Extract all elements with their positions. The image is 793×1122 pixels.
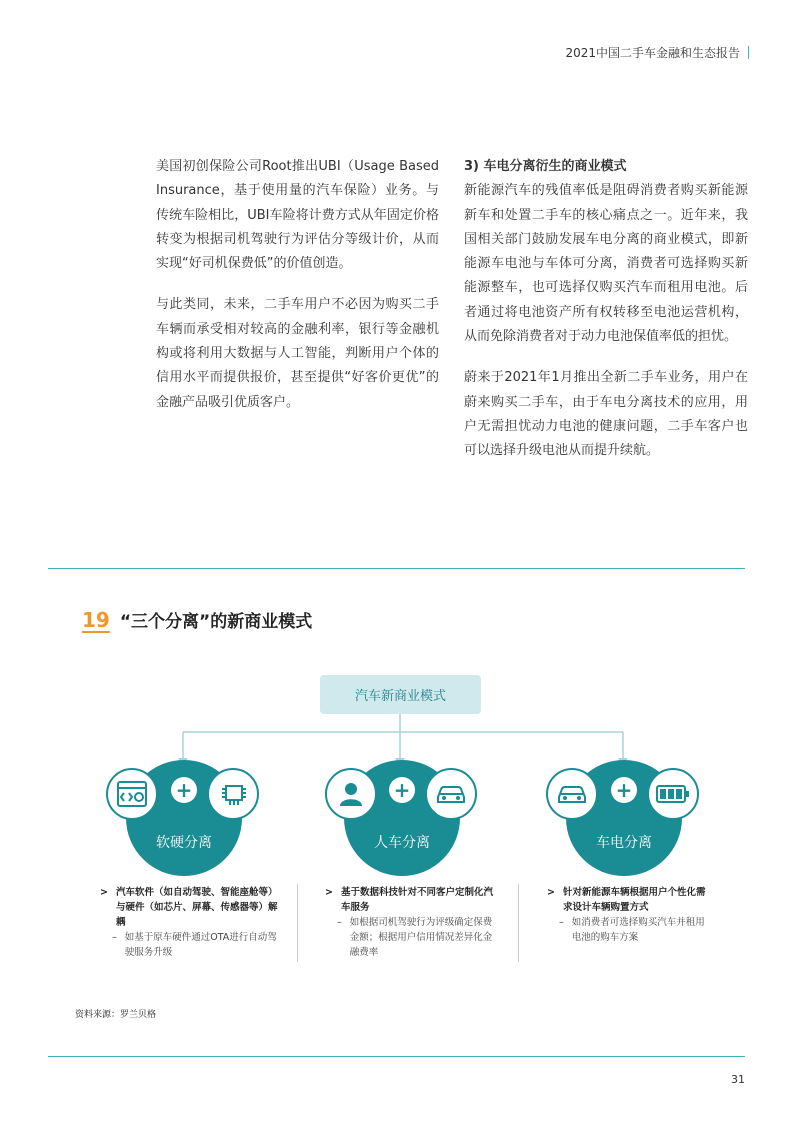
- column-separator: [518, 884, 519, 962]
- group-label: 软硬分离: [156, 835, 212, 851]
- paragraph: 与此类同，未来，二手车用户不必因为购买二手车辆而承受相对较高的金融利率，银行等金融机构或将利用大数据与人工智能，判断用户个体的信用水平而提供报价，甚至提供“好客价更优”的金融产品吸引优质客户。: [156, 297, 439, 410]
- figure-number: 19: [82, 608, 110, 632]
- sub-point-text: 如消费者可选择购买汽车并租用电池的购车方案: [571, 917, 705, 943]
- battery-icon: [647, 768, 699, 820]
- bullet-icon: >: [547, 887, 555, 898]
- section-subheading: 3) 车电分离衍生的商业模式: [464, 159, 627, 174]
- bullet-icon: >: [100, 887, 108, 898]
- paragraph: 蔚来于2021年1月推出全新二手车业务，用户在蔚来购买二手车，由于车电分离技术的应用，用户无需担忧动力电池的健康问题，二手车客户也可以选择升级电池从而提升续航。: [464, 370, 748, 459]
- group-label: 人车分离: [374, 835, 430, 851]
- top-model-label: 汽车新商业模式: [354, 689, 446, 704]
- source-note: 资料来源：罗兰贝格: [75, 1010, 157, 1020]
- main-point: [547, 885, 712, 915]
- car-icon: [425, 768, 477, 820]
- group-description: [100, 885, 280, 960]
- paragraph: 新能源汽车的残值率低是阻碍消费者购买新能源新车和处置二手车的核心痛点之一。近年来，我国相关部门鼓励发展车电分离的商业模式，即新能源车电池与车体可分离，消费者可选择购买新能源整车，也可选择仅购买汽车而租用电池。后者通过将电池资产所有权转移至电池运营机构，从而免除消费者对于动力电池保值率低的担忧。: [464, 183, 748, 345]
- main-point-text: 基于数据科技针对不同客户定制化汽车服务: [340, 887, 493, 913]
- column-separator: [297, 884, 298, 962]
- page-number: 31: [731, 1073, 745, 1086]
- bullet-icon: >: [325, 887, 333, 898]
- paragraph: 美国初创保险公司Root推出UBI（Usage Based Insurance，基于使用量的汽车保险）业务。与传统车险相比，UBI车险将计费方式从年固定价格转变为根据司机驾驶行为评估分等级计价，从而实现“好司机保费低”的价值创造。: [156, 159, 439, 272]
- sub-point: [547, 915, 712, 945]
- person-icon: [325, 768, 377, 820]
- group-description: [325, 885, 495, 960]
- dash-icon: –: [112, 932, 117, 943]
- sub-point: [100, 930, 280, 960]
- car-icon: [546, 768, 598, 820]
- group-description: [547, 885, 712, 945]
- dash-icon: –: [337, 917, 342, 928]
- plus-icon: +: [389, 777, 415, 803]
- sub-point-text: 如根据司机驾驶行为评级确定保费金额；根据用户信用情况差异化金融费率: [349, 917, 493, 958]
- plus-icon: +: [611, 777, 637, 803]
- sub-point: [325, 915, 495, 960]
- chip-icon: [207, 768, 259, 820]
- main-point-text: 针对新能源车辆根据用户个性化需求设计车辆购置方式: [562, 887, 706, 913]
- plus-icon: +: [171, 777, 197, 803]
- group-label: 车电分离: [596, 835, 652, 851]
- software-code-icon: [106, 768, 158, 820]
- main-point: [100, 885, 280, 930]
- sub-point-text: 如基于原车硬件通过OTA进行自动驾驶服务升级: [124, 932, 277, 958]
- main-point-text: 汽车软件（如自动驾驶、智能座舱等）与硬件（如芯片、屏幕、传感器等）解耦: [115, 887, 278, 928]
- report-title: 2021中国二手车金融和生态报告: [565, 46, 740, 60]
- main-point: [325, 885, 495, 915]
- divider-bottom: [48, 1056, 745, 1057]
- figure-caption: “三个分离”的新商业模式: [119, 612, 313, 632]
- dash-icon: –: [559, 917, 564, 928]
